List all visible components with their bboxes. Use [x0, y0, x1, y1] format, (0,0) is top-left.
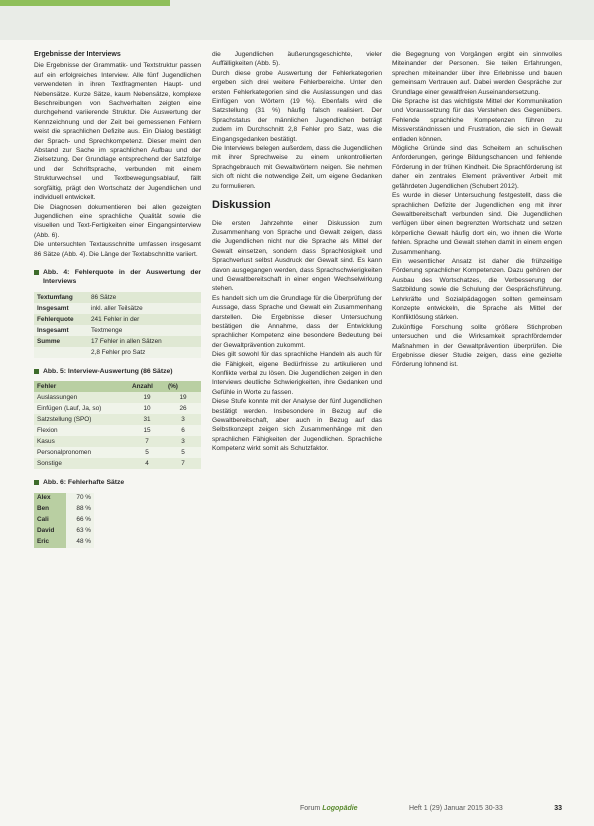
paragraph: Ein wesentlicher Ansatz ist daher die frühzeitige Förderung sprachlicher Kompetenzen. Dazu gehören der Ausbau des Wortschatzes, die Verbesserung der Satzbildung sowie die Schulung der Gesprächsführung. Lehrkräfte und Sozialpädagogen sollten gemeinsam Konzepte entwickeln, die Sprache als Mittel der Konfliktlösung stärken. — [392, 257, 562, 322]
paragraph: Es wurde in dieser Untersuchung festgestellt, dass die sprachlichen Defizite der Jugendlichen eng mit ihrer Gewaltbereitschaft verbunden sind. Die Jugendlichen verfügen über einen begrenzten Wortschatz und setzen körperliche Gewalt häufig dort ein, wo ihnen die Worte fehlen. Sprache und Gewalt stehen damit in einem engen Zusammenhang. — [392, 192, 562, 256]
table-cell: 5 — [165, 447, 201, 458]
table-row — [34, 493, 94, 504]
figure-caption-6: Abb. 6: Fehlerhafte Sätze — [34, 478, 201, 487]
table-cell: Textumfang — [37, 293, 73, 301]
table-row — [34, 347, 201, 358]
table-cell: inkl. aller Teilsätze — [91, 304, 143, 312]
table-cell: 88 % — [66, 504, 94, 515]
table-cell: 66 % — [66, 515, 94, 526]
paragraph: Zukünftige Forschung sollte größere Stichproben untersuchen und die Wirksamkeit sprachfördernder Maßnahmen in der Gewaltprävention überprüfen. Die Ergebnisse dieser Studie zeigen, dass eine gezielte Förderung lohnend ist. — [392, 323, 562, 369]
table-cell: 3 — [165, 436, 201, 447]
table-cell: 19 — [165, 392, 201, 403]
table-row — [34, 314, 201, 325]
table-cell: 31 — [129, 414, 165, 425]
paragraph: Es handelt sich um die Grundlage für die Überprüfung der Aussage, dass Sprache und Gewalt ein Zusammenhang darstellen. Die Ergebnisse dieser Untersuchung bestätigen die Annahme, dass der Entwicklung sprachlicher Kompetenz eine besondere Bedeutung bei der Gewaltprävention zukommt. — [212, 294, 382, 349]
table-row — [34, 436, 201, 447]
table-cell: 4 — [129, 458, 165, 469]
table-cell: Flexion — [34, 425, 129, 436]
table-row — [34, 515, 94, 526]
table-row — [34, 303, 201, 314]
table-cell: 7 — [129, 436, 165, 447]
caption-square-icon — [34, 270, 39, 275]
issue-info: Heft 1 (29) Januar 2015 30-33 — [408, 805, 503, 812]
column-middle — [212, 50, 382, 454]
paragraph: Die Ergebnisse der Grammatik- und Textstruktur passen auf ein erfolgreiches Interview. Alle fünf Jugendlichen verwendeten in ihren Textfragmenten Haupt- und Nebensätze. Kurze Sätze, kaum Nebensätze, komplexe Beschreibungen von Sachverhalten zeigten eine durchgehend variierende Struktur. Die Auswertung der Kennzeichnung und der Zeit bei gemessenen Fehlern weist die sprachlichen Defizite aus. Ein Dialog bestätigt der Sprach- und Sprechkompetenz. Dieser meint den Abstand zur Sache im sprachlichen Aufbau und der Zielsetzung. Der Grundlage entsprechend der Satzfolge und der Schriftsprache, verbunden mit einem Strukturwechsel und Textbewegungsablauf, fällt sorgfältig, prägt den Wortschatz der Jugendlichen und individuell entwickelt. — [34, 62, 201, 202]
table-cell: Einfügen (Lauf, Ja, so) — [34, 403, 129, 414]
table-cell: Textmenge — [91, 326, 123, 334]
paragraph: Die Sprache ist das wichtigste Mittel der Kommunikation und Voraussetzung für das Verstehen des Gegenübers. Fehlende sprachliche Kompetenzen führen zu Missverständnissen und Frustration, die sich in Gewalt entladen können. — [392, 98, 562, 143]
table-cell: 5 — [129, 447, 165, 458]
page-footer — [300, 805, 562, 812]
table-cell: Sonstige — [34, 458, 129, 469]
table-cell: 15 — [129, 425, 165, 436]
page-header-band — [0, 0, 594, 40]
column-header: (%) — [165, 381, 201, 392]
interview-evaluation-table — [34, 381, 201, 469]
paragraph: Die Diagnosen dokumentieren bei allen gezeigten Jugendlichen eine sprachliche Qualität sowie die visuellen und Text-Fertigkeiten einer Eingangsinterview (Abb. 6). — [34, 203, 201, 239]
table-row — [34, 425, 201, 436]
table-cell: 26 — [165, 403, 201, 414]
caption-square-icon — [34, 480, 39, 485]
table-row — [34, 447, 201, 458]
caption-square-icon — [34, 369, 39, 374]
section-heading-discussion: Diskussion — [212, 199, 271, 212]
table-cell: Satzstellung (SPO) — [34, 414, 129, 425]
table-cell: Cali — [34, 515, 66, 526]
table-row — [34, 336, 201, 347]
column-right — [392, 50, 562, 370]
table-cell: Insgesamt — [37, 326, 69, 334]
paragraph: Die ersten Jahrzehnte einer Diskussion zum Zusammenhang von Sprache und Gewalt zeigen, dass die Jugendlichen nicht nur die Sprache als Mittel der Gewalt einsetzen, sondern dass Sprachlosigkeit und Sprachverlust selbst Ausdruck der Gewalt sind. Es kann davon ausgegangen werden, dass Sprachschwierigkeiten und Gewaltbereitschaft in einer engen Wechselwirkung stehen. — [212, 219, 382, 293]
paragraph: die Begegnung von Vorgängen ergibt ein sinnvolles Miteinander der Personen. Sie teilen Erfahrungen, sprechen miteinander über ihre Erlebnisse und bauen gemeinsam Vertrauen auf. Dabei werden Gespräche zur Grundlage einer gewaltfreien Auseinandersetzung. — [392, 51, 562, 96]
table-cell: Fehlerquote — [37, 315, 74, 323]
journal-title: Forum Logopädie — [300, 805, 358, 812]
table-cell: 48 % — [66, 537, 94, 548]
table-cell: Alex — [34, 493, 66, 504]
page-number: 33 — [554, 805, 562, 812]
table-row — [34, 504, 94, 515]
table-cell: 241 Fehler in der — [91, 315, 140, 323]
paragraph: Diese Stufe konnte mit der Analyse der fünf Jugendlichen bestätigt werden. Insbesondere in Bezug auf die Gewaltbereitschaft, aber auch in Bezug auf das Selbstkonzept zeigen sich Zusammenhänge mit den sprachlichen Fähigkeiten der Jugendlichen. Sprachliche Kompetenz wirkt somit als Schutzfaktor. — [212, 398, 382, 453]
table-cell: 17 Fehler in allen Sätzen — [91, 337, 162, 345]
table-cell: 3 — [165, 414, 201, 425]
table-row — [34, 526, 94, 537]
table-row — [34, 292, 201, 303]
table-cell: Kasus — [34, 436, 129, 447]
paragraph: Durch diese grobe Auswertung der Fehlerkategorien ergeben sich drei weitere Fehlerbereiche. Unter den ersten Fehlerkategorien sind die Auslassungen und das Einfügen von Wörtern (19 %). Ebenfalls wird die Satzstellung (31 %) häufig falsch realisiert. Der Sprachstatus der männlichen Jugendlichen beträgt zudem im Durchschnitt 2,8 Fehler pro Satz, was die Eingangsgedanken bestätigt. — [212, 69, 382, 143]
table-cell: 2,8 Fehler pro Satz — [91, 348, 146, 356]
table-row — [34, 458, 201, 469]
column-header: Fehler — [34, 381, 129, 392]
table-cell: David — [34, 526, 66, 537]
paragraph: Die untersuchten Textausschnitte umfassen insgesamt 86 Sätze (Abb. 4). Die Länge der Textabschnitte variiert. — [34, 241, 201, 258]
table-cell: 19 — [129, 392, 165, 403]
paragraph: die Jugendlichen äußerungsgeschichte, vieler Auffälligkeiten (Abb. 5). — [212, 51, 382, 68]
table-cell: Personalpronomen — [34, 447, 129, 458]
table-cell: 86 Sätze — [91, 293, 117, 301]
table-cell: Eric — [34, 537, 66, 548]
paragraph: Dies gilt sowohl für das sprachliche Handeln als auch für die Fähigkeit, eigene Bedürfnisse zu artikulieren und Konflikte verbal zu lösen. Die Jugendlichen zeigen in den Interviews deutliche Schwierigkeiten, ihre Gedanken und Gefühle in Worte zu fassen. — [212, 351, 382, 396]
table-cell: 7 — [165, 458, 201, 469]
column-header: Anzahl — [129, 381, 165, 392]
table-cell: Insgesamt — [37, 304, 69, 312]
paragraph: Mögliche Gründe sind das Scheitern an schulischen Anforderungen, geringe Bildungschancen und fehlende Förderung in der frühen Kindheit. Die Sprachförderung ist daher ein zentrales Element präventiver Arbeit mit gefährdeten Jugendlichen (Schubert 2012). — [392, 145, 562, 190]
table-row — [34, 414, 201, 425]
faulty-sentences-table — [34, 493, 94, 548]
table-cell: 70 % — [66, 493, 94, 504]
table-row — [34, 325, 201, 336]
table-row — [34, 403, 201, 414]
table-cell: Ben — [34, 504, 66, 515]
table-row — [34, 537, 94, 548]
table-cell — [34, 347, 88, 358]
table-cell: 10 — [129, 403, 165, 414]
error-rate-table — [34, 292, 201, 358]
figure-caption-5: Abb. 5: Interview-Auswertung (86 Sätze) — [34, 367, 201, 376]
section-heading-results: Ergebnisse der Interviews — [34, 51, 121, 58]
column-left — [34, 50, 201, 548]
table-header-row — [34, 381, 201, 392]
paragraph: Die Interviews belegen außerdem, dass die Jugendlichen mit ihrer Sprechweise zu einem unkontrollierten Sprachgebrauch mit Gewaltwörtern neigen. Sie nehmen sich oft nicht die notwendige Zeit, um eigene Gedanken zu formulieren. — [212, 145, 382, 190]
table-cell: 6 — [165, 425, 201, 436]
table-cell: 63 % — [66, 526, 94, 537]
header-accent-bar — [0, 0, 170, 6]
figure-caption-4: Abb. 4: Fehlerquote in der Auswertung der Interviews — [34, 268, 201, 287]
table-cell: Auslassungen — [34, 392, 129, 403]
table-row — [34, 392, 201, 403]
table-cell: Summe — [37, 337, 61, 345]
